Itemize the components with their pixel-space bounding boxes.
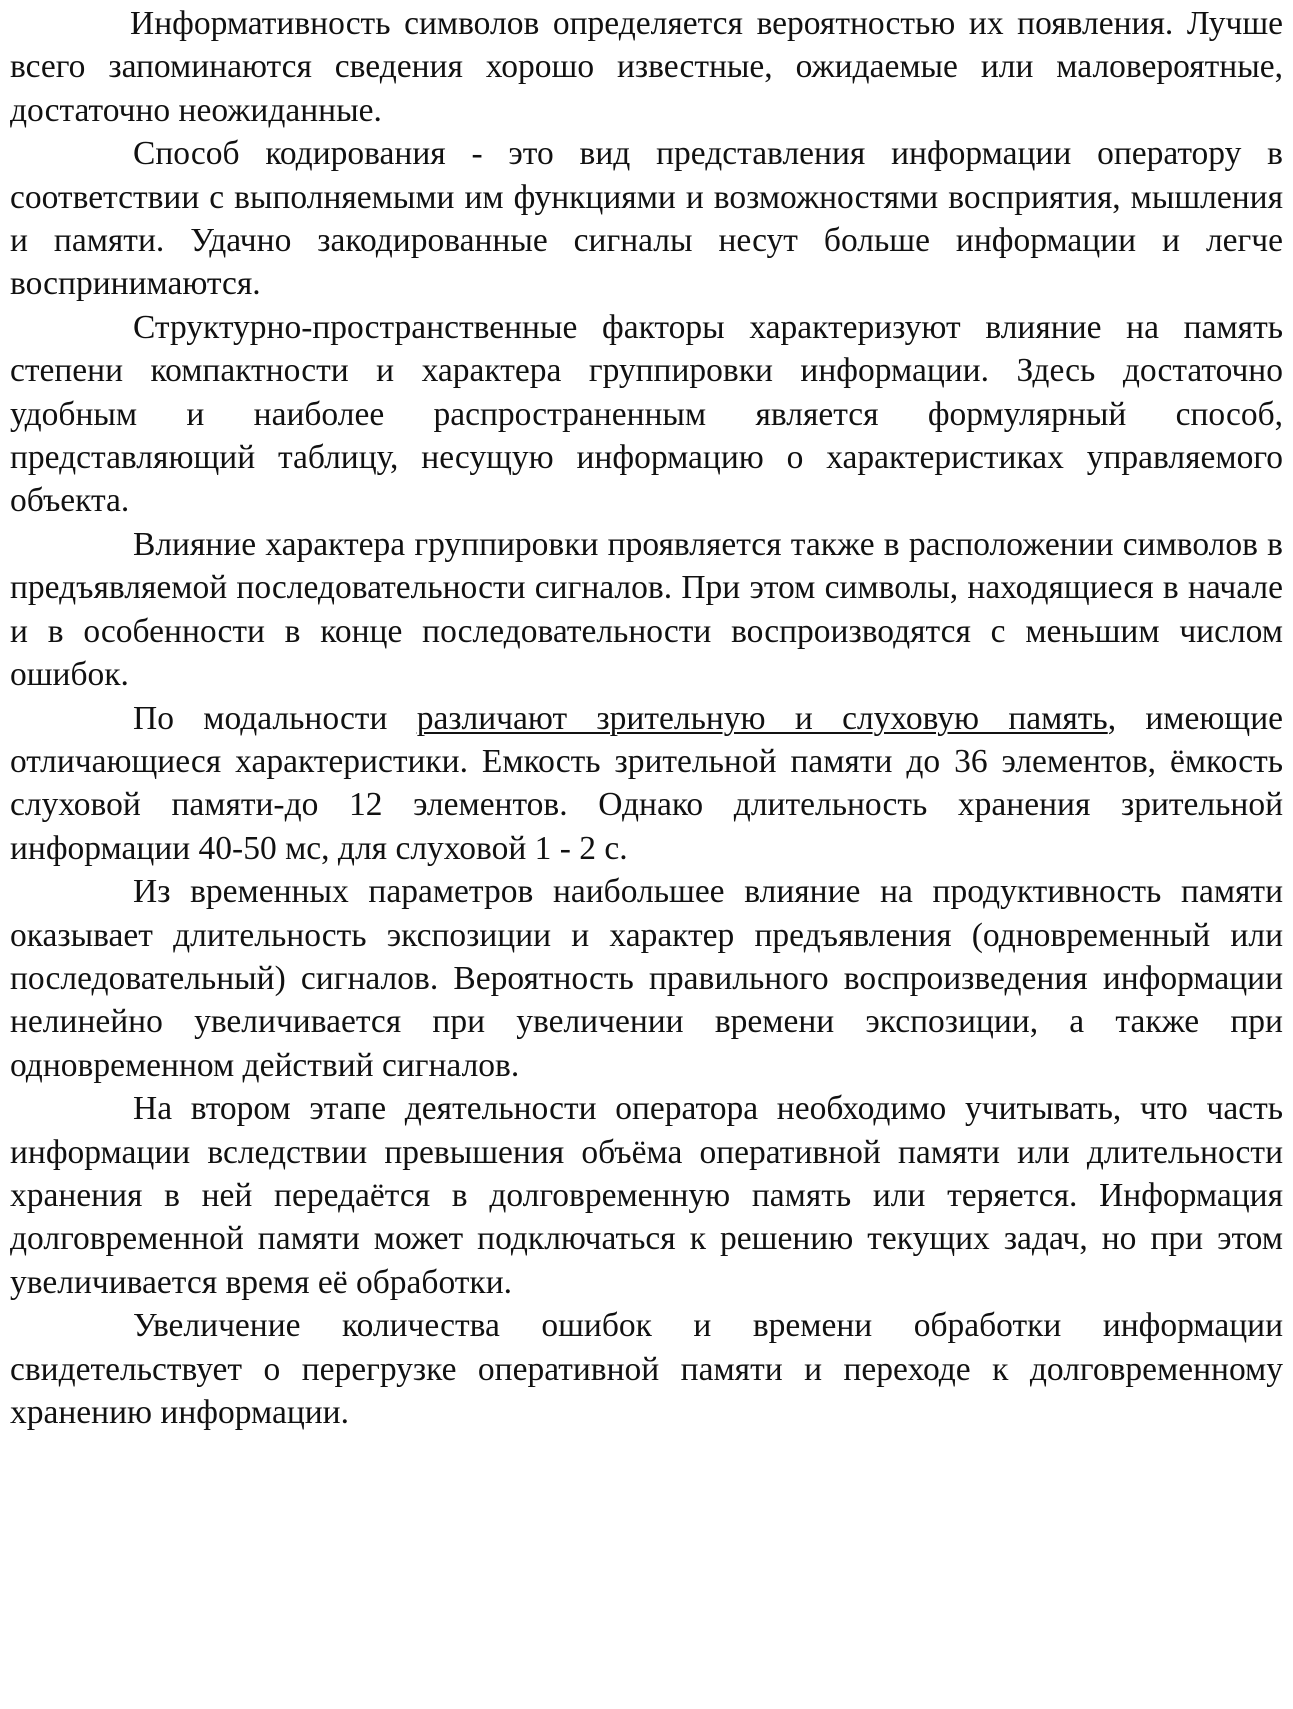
modality-text-before: По модальности	[133, 699, 417, 737]
paragraph-informativeness: Информативность символов определяется вероятностью их появления. Лучше всего запоминаются сведения хорошо известные, ожидаемые или маловероятные, достаточно неожиданные.	[10, 5, 1283, 129]
modality-underlined-phrase: различают зрительную и слуховую память	[416, 699, 1108, 737]
paragraph-grouping-influence: Влияние характера группировки проявляется также в расположении символов в предъявляемой последовательности сигналов. При этом символы, находящиеся в начале и в особенности в конце последовательности воспроизводятся с меньшим числом ошибок.	[10, 525, 1283, 694]
document-page	[10, 2, 1283, 1702]
paragraph-coding-method: Способ кодирования - это вид представления информации оператору в соответствии с выполняемыми им функциями и возможностями восприятия, мышления и памяти. Удачно закодированные сигналы несут больше информации и легче воспринимаются.	[10, 135, 1283, 303]
paragraph-second-stage: На втором этапе деятельности оператора необходимо учитывать, что часть информации вследствии превышения объёма оперативной памяти или длительности хранения в ней передаётся в долговременную память или теряется. Информация долговременной памяти может подключаться к решению текущих задач, но при этом увеличивается время её обработки.	[10, 1090, 1283, 1301]
modality-text-after: , имеющие отличающиеся характеристики. Емкость зрительной памяти до 36 элементов, ёмкость слуховой памяти-до 12 элементов. Однако длительность хранения зрительной информации 40-50 мс, для слуховой 1 - 2 с.	[10, 699, 1283, 867]
paragraph-structural-factors: Структурно-пространственные факторы характеризуют влияние на память степени компактности и характера группировки информации. Здесь достаточно удобным и наиболее распространенным является формулярный способ, представляющий таблицу, несущую информацию о характеристиках управляемого объекта.	[10, 308, 1283, 520]
paragraph-temporal-parameters: Из временных параметров наибольшее влияние на продуктивность памяти оказывает длительность экспозиции и характер предъявления (одновременный или последовательный) сигналов. Вероятность правильного воспроизведения информации нелинейно увеличивается при увеличении времени экспозиции, а также при одновременном действий сигналов.	[10, 873, 1283, 1084]
paragraph-errors-increase: Увеличение количества ошибок и времени обработки информации свидетельствует о перегрузке оперативной памяти и переходе к долговременному хранению информации.	[10, 1307, 1283, 1431]
paragraph-modality	[10, 697, 1283, 871]
